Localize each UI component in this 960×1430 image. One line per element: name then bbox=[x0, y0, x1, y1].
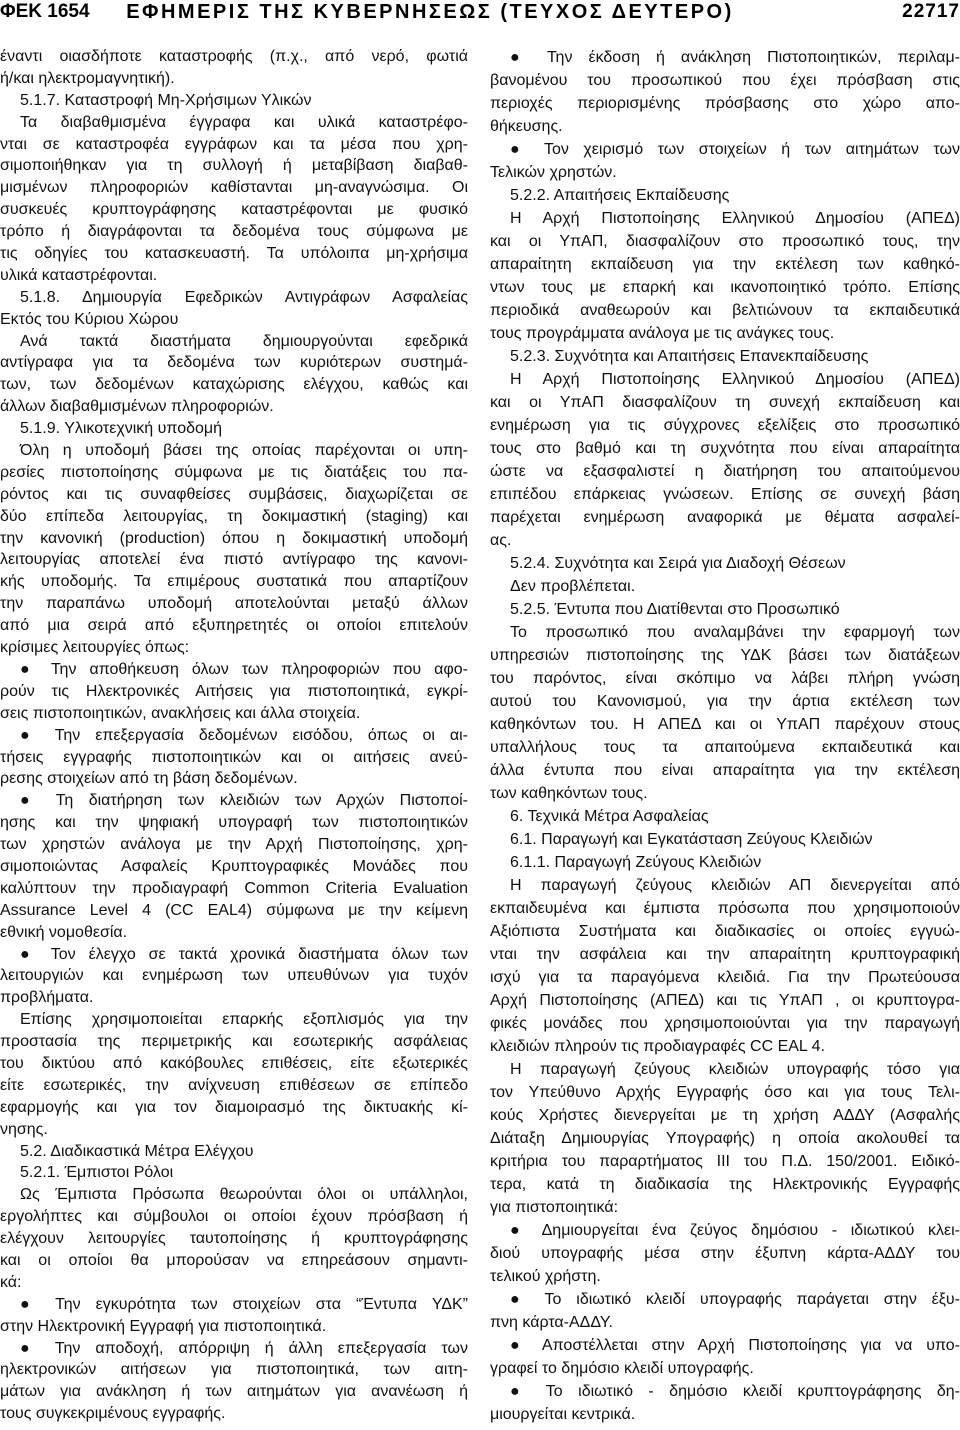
text-line: γραφεί το δημόσιο κλειδί υπογραφής. bbox=[490, 1359, 754, 1377]
text-line: ελέγχουν λειτουργίες ταυτοποίησης ή κρυπτογράφησης bbox=[0, 1230, 468, 1248]
text-line: καθηκόντων του. Η ΑΠΕΔ και οι ΥπΑΠ παρέχουν στους bbox=[490, 715, 960, 733]
text-line: Assurance Level 4 (CC EAL4) σύμφωνα με την κείμενη bbox=[0, 901, 468, 919]
text-line: επιπέδου επάρκειας γνώσεων. Επίσης σε συνεχή βάση bbox=[490, 485, 960, 503]
text-line: Το προσωπικό που αναλαμβάνει την εφαρμογή των bbox=[510, 623, 960, 641]
text-line: καλύπτουν την προδιαγραφή Common Criteria Evaluation bbox=[0, 879, 468, 897]
text-line: ώστε να εξασφαλιστεί η διατήρηση του απαιτούμενου bbox=[490, 462, 960, 480]
text-line: ● Αποστέλλεται στην Αρχή Πιστοποίησης για να υπο- bbox=[510, 1336, 960, 1354]
text-line: ● Την αποδοχή, απόρριψη ή άλλη επεξεργασία των bbox=[20, 1339, 468, 1357]
text-line: Η Αρχή Πιστοποίησης Ελληνικού Δημοσίου (ΑΠΕΔ) bbox=[510, 209, 960, 227]
text-line: περιοχές περιορισμένης πρόσβασης στο χώρο απο- bbox=[490, 94, 960, 112]
issue-number: ΦΕΚ 1654 bbox=[0, 1, 90, 22]
text-line: την παραπάνω υποδομή αποτελούνται μεταξύ άλλων bbox=[0, 595, 468, 613]
body-paragraph bbox=[0, 1009, 468, 1140]
bullet-item bbox=[490, 138, 960, 184]
text-line: ή/και ηλεκτρομαγνητική). bbox=[0, 69, 175, 87]
text-line: Η παραγωγή ζεύγους κλειδιών υπογραφής τόσο για bbox=[510, 1060, 960, 1078]
text-line: την κανονική (production) όπου η δοκιμαστική υποδομή bbox=[0, 529, 468, 547]
text-line: τερα, κατά τη διαδικασία της Ηλεκτρονικής Εγγραφής bbox=[490, 1175, 960, 1193]
text-line: Αξιόπιστα Συστήματα και διαδικασίες οι οποίες εγγυώ- bbox=[490, 922, 960, 940]
text-line: του δικτύου από κακόβουλες επιθέσεις, είτε εξωτερικές bbox=[0, 1054, 468, 1072]
text-line: του παρόντος, είναι σκόπιμο να λάβει πλήρη γνώση bbox=[490, 669, 960, 687]
text-line: τήσεις εγγραφής πιστοποιητικών και οι αιτήσεις ανεύ- bbox=[0, 748, 468, 766]
text-line: σιμοποιώντας Ασφαλείς Κρυπτογραφικές Μονάδες που bbox=[0, 857, 468, 875]
text-line: είτε εσωτερικές, την ανίχνευση επιθέσεων σε επίπεδο bbox=[0, 1076, 468, 1094]
bullet-item bbox=[0, 944, 468, 1010]
text-line: 5.2.2. Απαιτήσεις Εκπαίδευσης bbox=[510, 186, 730, 204]
body-paragraph bbox=[490, 621, 960, 805]
text-line: νησης. bbox=[0, 1120, 48, 1138]
text-line: μισμένων πληροφοριών καθίστανται μη-αναγνώσιμα. Οι bbox=[0, 179, 468, 197]
text-line: των καθηκόντων τους. bbox=[490, 784, 648, 802]
text-line: 6.1.1. Παραγωγή Ζεύγους Κλειδιών bbox=[510, 853, 762, 871]
text-line: συσκευές κρυπτογράφησης καταστρέφονται με φυσικό bbox=[0, 201, 468, 219]
bullet-item bbox=[0, 725, 468, 791]
text-line: υπηρεσιών πιστοποίησης της ΥΔΚ βάσει των διατάξεων bbox=[490, 646, 960, 664]
text-line: 6.1. Παραγωγή και Εγκατάσταση Ζεύγους Κλειδιών bbox=[510, 830, 873, 848]
text-line: τους προγράμματα ανάλογα με τις ανάγκες τους. bbox=[490, 324, 835, 342]
text-line: σεις πιστοποιητικών, ανακλήσεις και άλλα στοιχεία. bbox=[0, 704, 361, 722]
section-heading bbox=[0, 287, 468, 331]
text-line: Τελικών χρηστών. bbox=[490, 163, 617, 181]
section-heading bbox=[0, 1162, 468, 1184]
text-line: θήκευσης. bbox=[490, 117, 563, 135]
text-line: 5.1.7. Καταστροφή Μη-Χρήσιμων Υλικών bbox=[20, 91, 312, 109]
text-line: ● Την εγκυρότητα των στοιχείων στα “Έντυπα ΥΔΚ” bbox=[20, 1295, 468, 1313]
text-line: προβλήματα. bbox=[0, 989, 94, 1007]
text-line: και οι ΥπΑΠ διασφαλίζουν τη συνεχή εκπαίδευση και bbox=[490, 393, 960, 411]
bullet-item bbox=[490, 1288, 960, 1334]
text-line: Εκτός του Κύριου Χώρου bbox=[0, 310, 179, 328]
text-line: Επίσης χρησιμοποιείται επαρκής εξοπλισμός για την bbox=[20, 1011, 468, 1029]
text-line: Ως Έμπιστα Πρόσωπα θεωρούνται όλοι οι υπάλληλοι, bbox=[20, 1186, 468, 1204]
text-line: μάτων για ανάκληση ή των αιτημάτων για ανανέωση ή bbox=[0, 1383, 468, 1401]
text-line: ρούν τις Ηλεκτρονικές Αιτήσεις για πιστοποιητικά, εγκρί- bbox=[0, 682, 468, 700]
text-line: λειτουργίας αποτελεί ένα πιστό αντίγραφο της κανονι- bbox=[0, 551, 468, 569]
text-line: τους συγκεκριμένους εγγραφής. bbox=[0, 1405, 226, 1423]
text-line: τους στο βαθμό και τη συχνότητα που είναι απαραίτητα bbox=[490, 439, 960, 457]
text-line: ρόντος και τις συναφθείσες συμβάσεις, διαχωρίζεται σε bbox=[0, 485, 468, 503]
bullet-item bbox=[490, 1380, 960, 1426]
text-line: κής υποδομής. Τα επιμέρους συστατικά που απαρτίζουν bbox=[0, 573, 468, 591]
text-line: ● Το ιδιωτικό - δημόσιο κλειδί κρυπτογράφησης δη- bbox=[510, 1382, 960, 1400]
body-paragraph bbox=[0, 112, 468, 287]
section-heading bbox=[490, 805, 960, 828]
text-line: ας. bbox=[490, 531, 512, 549]
text-line: κούς Χρήστες διενεργείται με τη χρήση ΑΔΔΥ (Ασφαλής bbox=[490, 1106, 960, 1124]
text-line: Η παραγωγή ζεύγους κλειδιών ΑΠ διενεργείται από bbox=[510, 876, 960, 894]
body-paragraph bbox=[0, 1184, 468, 1293]
section-heading bbox=[490, 552, 960, 575]
text-line: άλλα έντυπα που είναι απαραίτητα για την εκτέλεση bbox=[490, 761, 960, 779]
text-line: ρεσης στοιχείων από τη βάση δεδομένων. bbox=[0, 770, 298, 788]
bullet-item bbox=[490, 1334, 960, 1380]
page-number: 22717 bbox=[902, 1, 960, 22]
text-line: παρέχεται ενημέρωση αναφορικά με θέματα ασφαλεί- bbox=[490, 508, 960, 526]
section-heading bbox=[490, 851, 960, 874]
left-column bbox=[0, 46, 468, 1425]
text-line: ● Την αποθήκευση όλων των πληροφοριών που αφο- bbox=[20, 660, 468, 678]
text-line: διού υπογραφής μέσα στην έξυπνη κάρτα-ΑΔΔΥ του bbox=[490, 1244, 960, 1262]
text-line: εθνική νομοθεσία. bbox=[0, 923, 128, 941]
text-line: 5.2.3. Συχνότητα και Απαιτήσεις Επανεκπαίδευσης bbox=[510, 347, 869, 365]
text-line: Τα διαβαθμισμένα έγγραφα και υλικά καταστρέφο- bbox=[20, 113, 468, 131]
text-line: ● Τον έλεγχο σε τακτά χρονικά διαστήματα όλων των bbox=[20, 945, 468, 963]
text-line: 5.2.5. Έντυπα που Διατίθενται στο Προσωπικό bbox=[510, 600, 840, 618]
section-heading bbox=[490, 598, 960, 621]
body-paragraph bbox=[490, 874, 960, 1058]
text-line: προστασία της περιμετρικής και εσωτερικής ασφάλειας bbox=[0, 1033, 468, 1051]
text-line: λειτουργιών και ενημέρωση των υπευθύνων για τυχόν bbox=[0, 967, 468, 985]
text-line: και οι ΥπΑΠ, διασφαλίζουν στο προσωπικό τους, την bbox=[490, 232, 960, 250]
text-line: και οι οποίοι θα μπορούσαν να επηρεάσουν σημαντι- bbox=[0, 1251, 468, 1269]
text-line: 5.1.8. Δημιουργία Εφεδρικών Αντιγράφων Ασφαλείας bbox=[20, 288, 468, 306]
section-heading bbox=[490, 184, 960, 207]
bullet-item bbox=[0, 1338, 468, 1426]
text-line: 5.2. Διαδικαστικά Μέτρα Ελέγχου bbox=[20, 1142, 254, 1160]
text-line: από μια σειρά από εξυπηρετητές οι οποίοι επιτελούν bbox=[0, 617, 468, 635]
text-line: Η Αρχή Πιστοποίησης Ελληνικού Δημοσίου (ΑΠΕΔ) bbox=[510, 370, 960, 388]
body-paragraph bbox=[0, 440, 468, 659]
text-line: τις οδηγίες του κατασκευαστή. Τα υπόλοιπα μη-χρήσιμα bbox=[0, 245, 468, 263]
text-line: έναντι οιασδήποτε καταστροφής (π.χ., από νερό, φωτιά bbox=[0, 48, 468, 65]
text-line: νται σε καταστροφέα εγγράφων και τα μέσα που χρη- bbox=[0, 135, 468, 153]
text-line: κρίσιμες λειτουργίες όπως: bbox=[0, 639, 190, 657]
text-line: Αρχή Πιστοποίησης (ΑΠΕΔ) και τις ΥπΑΠ , οι κρυπτογρα- bbox=[490, 991, 960, 1009]
text-line: νται την ασφάλεια και την απαραίτητη κρυπτογραφική bbox=[490, 945, 960, 963]
bullet-item bbox=[0, 790, 468, 943]
text-line: εφαρμογής και για τον διαμοιρασμό της δικτυακής κί- bbox=[0, 1098, 468, 1116]
text-line: των χρηστών ανάλογα με την Αρχή Πιστοποίησης, χρη- bbox=[0, 836, 468, 854]
text-line: στην Ηλεκτρονική Εγγραφή για πιστοποιητικά. bbox=[0, 1317, 327, 1335]
text-line: εκπαιδευμένα και έμπιστα πρόσωπα που χρησιμοποιούν bbox=[490, 899, 960, 917]
text-line: κά: bbox=[0, 1273, 22, 1291]
text-line: υπαλλήλους τους τα απαιτούμενα εκπαιδευτικά και bbox=[490, 738, 960, 756]
text-line: φικές μονάδες που χρησιμοποιούνται για την παραγωγή bbox=[490, 1014, 960, 1032]
text-line: υλικά καταστρέφονται. bbox=[0, 266, 158, 284]
body-paragraph bbox=[490, 575, 960, 598]
bullet-item bbox=[0, 1294, 468, 1338]
text-line: αυτού του Κανονισμού, για την άρτια εκτέλεση των bbox=[490, 692, 960, 710]
text-line: ισχύ για τα παραγόμενα κλειδιά. Για την Πρωτεύουσα bbox=[490, 968, 960, 986]
text-line: τον Υπεύθυνο Αρχής Εγγραφής όσο και για τους Τελι- bbox=[490, 1083, 960, 1101]
text-line: ενημέρωση για τις σύγχρονες εξελίξεις στο προσωπικό bbox=[490, 416, 960, 434]
section-heading bbox=[0, 1141, 468, 1163]
text-line: ρεσίες πιστοποίησης σύμφωνα με τις διατάξεις του πα- bbox=[0, 463, 468, 481]
body-paragraph bbox=[490, 368, 960, 552]
text-line: Ανά τακτά διαστήματα δημιουργούνται εφεδρικά bbox=[20, 332, 468, 350]
text-line: ● Τον χειρισμό των στοιχείων ή των αιτημάτων των bbox=[510, 140, 960, 158]
section-heading bbox=[490, 345, 960, 368]
body-paragraph bbox=[0, 46, 468, 90]
text-line: κριτήρια του παραρτήματος ΙΙΙ του Π.Δ. 150/2001. Ειδικό- bbox=[490, 1152, 960, 1170]
text-line: απαραίτητη εκπαίδευση για την εκτέλεση των καθηκό- bbox=[490, 255, 960, 273]
text-line: ντων τους με επαρκή και ικανοποιητικό τρόπο. Επίσης bbox=[490, 278, 960, 296]
text-line: για πιστοποιητικά: bbox=[490, 1198, 619, 1216]
text-line: ● Δημιουργείται ένα ζεύγος δημόσιου - ιδιωτικού κλει- bbox=[510, 1221, 960, 1239]
bullet-item bbox=[490, 1219, 960, 1288]
text-line: ● Την επεξεργασία δεδομένων εισόδου, όπως οι αι- bbox=[20, 726, 468, 744]
text-line: 6. Τεχνικά Μέτρα Ασφαλείας bbox=[510, 807, 709, 825]
section-heading bbox=[0, 418, 468, 440]
text-line: κλειδιών πληρούν τις προδιαγραφές CC EAL 4. bbox=[490, 1037, 826, 1055]
text-line: ● Την έκδοση ή ανάκληση Πιστοποιητικών, περιλαμ- bbox=[510, 48, 960, 66]
text-line: Δεν προβλέπεται. bbox=[510, 577, 636, 595]
text-line: εργολήπτες και σύμβουλοι οι οποίοι έχουν πρόσβαση ή bbox=[0, 1208, 468, 1226]
text-line: αντίγραφα για τα δεδομένα των κυριότερων συστημά- bbox=[0, 354, 468, 372]
text-line: Διάταξη Δημιουργίας Υπογραφής) η οποία ακολουθεί τα bbox=[490, 1129, 960, 1147]
text-line: μιουργείται κεντρικά. bbox=[490, 1405, 636, 1423]
text-line: τελικού χρήστη. bbox=[490, 1267, 601, 1285]
text-line: πνη κάρτα-ΑΔΔΥ. bbox=[490, 1313, 613, 1331]
section-heading bbox=[490, 828, 960, 851]
text-line: 5.2.1. Έμπιστοι Ρόλοι bbox=[20, 1164, 174, 1182]
text-line: Όλη η υποδομή βάσει της οποίας παρέχονται οι υπη- bbox=[20, 442, 468, 460]
gazette-title: ΕΦΗΜΕΡΙΣ ΤΗΣ ΚΥΒΕΡΝΗΣΕΩΣ (ΤΕΥΧΟΣ ΔΕΥΤΕΡΟ) bbox=[126, 1, 734, 23]
text-line: ● Τη διατήρηση των κλειδιών των Αρχών Πιστοποί- bbox=[20, 792, 468, 810]
text-line: των, των δεδομένων καταχώρισης ελέγχου, καθώς και bbox=[0, 376, 468, 394]
section-heading bbox=[0, 90, 468, 112]
text-line: άλλων διαβαθμισμένων πληροφοριών. bbox=[0, 398, 274, 416]
text-line: τρόπο ή διαγράφονται τα δεδομένα τους σύμφωνα με bbox=[0, 223, 468, 241]
text-line: 5.2.4. Συχνότητα και Σειρά για Διαδοχή Θέσεων bbox=[510, 554, 846, 572]
right-column bbox=[490, 46, 960, 1426]
text-line: 5.1.9. Υλικοτεχνική υποδομή bbox=[20, 420, 223, 438]
body-paragraph bbox=[490, 207, 960, 345]
text-line: ησης και την ψηφιακή υπογραφή των πιστοποιητικών bbox=[0, 814, 468, 832]
text-line: περιοδικά αναθεωρούν και βελτιώνουν τα εκπαιδευτικά bbox=[490, 301, 960, 319]
body-paragraph bbox=[490, 1058, 960, 1219]
text-line: δύο επίπεδα λειτουργίας, τη δοκιμαστική (staging) και bbox=[0, 507, 468, 525]
text-line: ηλεκτρονικών αιτήσεων για πιστοποιητικά, των αιτη- bbox=[0, 1361, 468, 1379]
bullet-item bbox=[0, 659, 468, 725]
body-paragraph bbox=[0, 331, 468, 419]
text-line: ● Το ιδιωτικό κλειδί υπογραφής παράγεται στην έξυ- bbox=[510, 1290, 960, 1308]
text-line: βανομένου του προσωπικού που έχει πρόσβαση στις bbox=[490, 71, 960, 89]
bullet-item bbox=[490, 46, 960, 138]
text-line: σιμοποιήθηκαν για τη συλλογή ή μεταβίβαση διαβαθ- bbox=[0, 157, 468, 175]
